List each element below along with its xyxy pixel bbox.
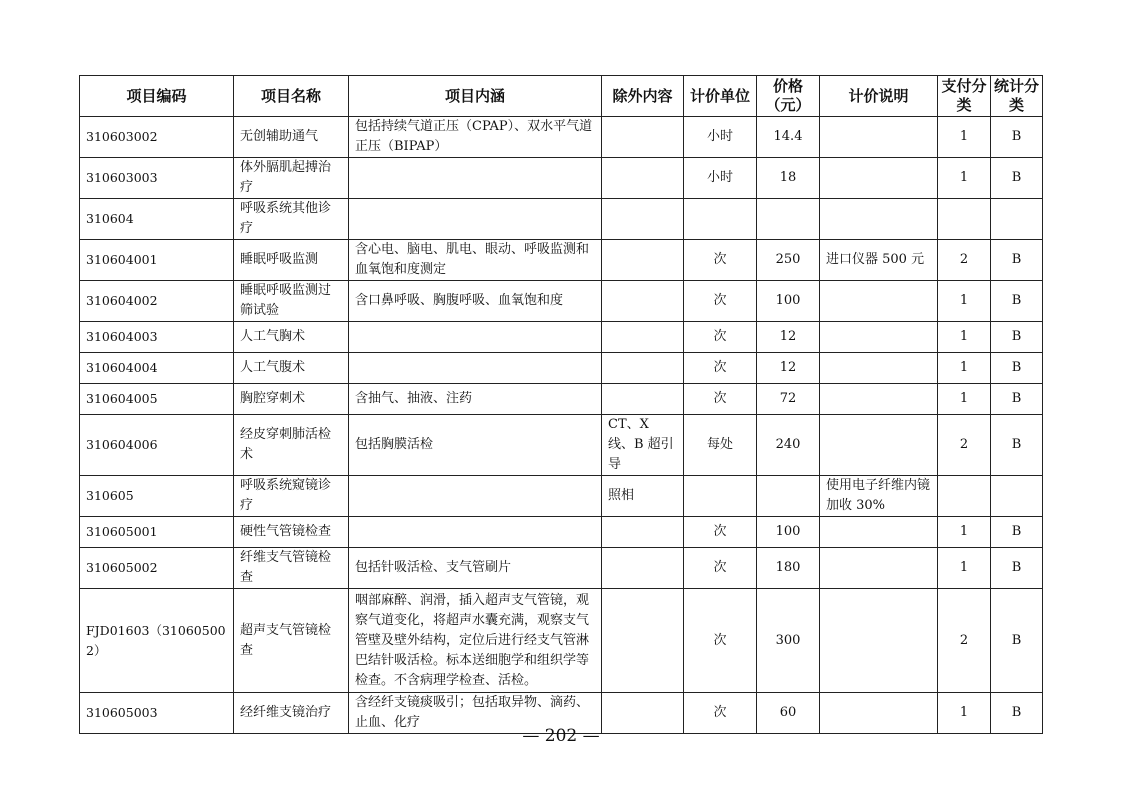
page-number: — 202 — xyxy=(522,726,600,746)
cell-note: 使用电子纤维内镜加收 30% xyxy=(820,476,938,517)
cell-excluded xyxy=(602,117,684,158)
table-row xyxy=(80,117,1043,158)
cell-name: 经纤维支镜治疗 xyxy=(234,693,349,734)
cell-name: 睡眠呼吸监测 xyxy=(234,240,349,281)
header-name: 项目名称 xyxy=(234,76,349,117)
header-unit: 计价单位 xyxy=(684,76,757,117)
cell-content xyxy=(349,517,602,548)
cell-unit: 次 xyxy=(684,240,757,281)
header-payment: 支付分类 xyxy=(938,76,991,117)
cell-price: 72 xyxy=(757,384,820,415)
cell-name: 纤维支气管镜检查 xyxy=(234,548,349,589)
cell-stat xyxy=(991,199,1043,240)
cell-name: 呼吸系统其他诊疗 xyxy=(234,199,349,240)
cell-unit: 次 xyxy=(684,281,757,322)
cell-payment: 1 xyxy=(938,322,991,353)
cell-payment: 1 xyxy=(938,158,991,199)
cell-excluded xyxy=(602,240,684,281)
cell-stat: B xyxy=(991,415,1043,476)
cell-content xyxy=(349,353,602,384)
cell-price: 100 xyxy=(757,281,820,322)
cell-content xyxy=(349,199,602,240)
cell-note xyxy=(820,199,938,240)
cell-note xyxy=(820,548,938,589)
table-row xyxy=(80,240,1043,281)
cell-payment: 1 xyxy=(938,693,991,734)
cell-payment: 1 xyxy=(938,281,991,322)
table-row xyxy=(80,353,1043,384)
header-excluded: 除外内容 xyxy=(602,76,684,117)
cell-name: 呼吸系统窥镜诊疗 xyxy=(234,476,349,517)
cell-price: 12 xyxy=(757,353,820,384)
cell-note xyxy=(820,158,938,199)
cell-payment: 2 xyxy=(938,589,991,693)
cell-payment: 1 xyxy=(938,548,991,589)
header-content: 项目内涵 xyxy=(349,76,602,117)
cell-excluded xyxy=(602,281,684,322)
cell-stat: B xyxy=(991,240,1043,281)
price-table xyxy=(79,75,1043,734)
cell-content: 咽部麻醉、润滑，插入超声支气管镜，观察气道变化，将超声水囊充满，观察支气管壁及壁外结构，定位后进行经支气管淋巴结针吸活检。标本送细胞学和组织学等检查。不含病理学检查、活检。 xyxy=(349,589,602,693)
cell-excluded: 照相 xyxy=(602,476,684,517)
cell-name: 硬性气管镜检查 xyxy=(234,517,349,548)
cell-payment: 1 xyxy=(938,117,991,158)
cell-payment: 1 xyxy=(938,384,991,415)
cell-code: 310605002 xyxy=(80,548,234,589)
cell-price: 300 xyxy=(757,589,820,693)
cell-name: 无创辅助通气 xyxy=(234,117,349,158)
cell-stat: B xyxy=(991,384,1043,415)
cell-code: 310604005 xyxy=(80,384,234,415)
cell-excluded xyxy=(602,548,684,589)
cell-code: 310604002 xyxy=(80,281,234,322)
cell-excluded xyxy=(602,322,684,353)
cell-unit: 次 xyxy=(684,548,757,589)
cell-stat: B xyxy=(991,693,1043,734)
table-row xyxy=(80,589,1043,693)
cell-note: 进口仪器 500 元 xyxy=(820,240,938,281)
cell-excluded xyxy=(602,517,684,548)
cell-content: 含经纤支镜痰吸引；包括取异物、滴药、止血、化疗 xyxy=(349,693,602,734)
cell-unit: 次 xyxy=(684,589,757,693)
cell-unit: 小时 xyxy=(684,158,757,199)
cell-stat: B xyxy=(991,353,1043,384)
cell-note xyxy=(820,322,938,353)
cell-payment: 2 xyxy=(938,415,991,476)
cell-content xyxy=(349,322,602,353)
header-code: 项目编码 xyxy=(80,76,234,117)
cell-excluded xyxy=(602,384,684,415)
cell-name: 人工气腹术 xyxy=(234,353,349,384)
cell-code: 310603003 xyxy=(80,158,234,199)
cell-excluded: CT、X 线、B 超引导 xyxy=(602,415,684,476)
cell-name: 超声支气管镜检查 xyxy=(234,589,349,693)
cell-price: 250 xyxy=(757,240,820,281)
cell-code: 310604004 xyxy=(80,353,234,384)
cell-content: 包括针吸活检、支气管刷片 xyxy=(349,548,602,589)
cell-excluded xyxy=(602,353,684,384)
cell-price xyxy=(757,476,820,517)
cell-code: 310604 xyxy=(80,199,234,240)
cell-excluded xyxy=(602,199,684,240)
cell-payment xyxy=(938,476,991,517)
table-body xyxy=(80,117,1043,734)
header-note: 计价说明 xyxy=(820,76,938,117)
cell-name: 胸腔穿刺术 xyxy=(234,384,349,415)
cell-stat: B xyxy=(991,281,1043,322)
cell-stat: B xyxy=(991,117,1043,158)
cell-content: 包括胸膜活检 xyxy=(349,415,602,476)
cell-stat: B xyxy=(991,158,1043,199)
cell-stat xyxy=(991,476,1043,517)
cell-name: 睡眠呼吸监测过筛试验 xyxy=(234,281,349,322)
cell-price: 100 xyxy=(757,517,820,548)
cell-price: 18 xyxy=(757,158,820,199)
cell-price: 12 xyxy=(757,322,820,353)
header-price: 价格（元） xyxy=(757,76,820,117)
cell-payment xyxy=(938,199,991,240)
cell-note xyxy=(820,517,938,548)
cell-content: 包括持续气道正压（CPAP）、双水平气道正压（BIPAP） xyxy=(349,117,602,158)
cell-code: 310604003 xyxy=(80,322,234,353)
table-row xyxy=(80,281,1043,322)
cell-stat: B xyxy=(991,589,1043,693)
header-stat: 统计分类 xyxy=(991,76,1043,117)
cell-stat: B xyxy=(991,322,1043,353)
cell-note xyxy=(820,353,938,384)
cell-unit xyxy=(684,476,757,517)
cell-unit: 次 xyxy=(684,693,757,734)
cell-content xyxy=(349,476,602,517)
table-row xyxy=(80,415,1043,476)
cell-note xyxy=(820,415,938,476)
cell-code: 310604006 xyxy=(80,415,234,476)
cell-content: 含口鼻呼吸、胸腹呼吸、血氧饱和度 xyxy=(349,281,602,322)
cell-price xyxy=(757,199,820,240)
cell-price: 60 xyxy=(757,693,820,734)
table-row xyxy=(80,517,1043,548)
cell-note xyxy=(820,281,938,322)
cell-code: 310604001 xyxy=(80,240,234,281)
cell-unit: 每处 xyxy=(684,415,757,476)
cell-excluded xyxy=(602,158,684,199)
cell-content xyxy=(349,158,602,199)
table-header-row xyxy=(80,76,1043,117)
cell-unit: 次 xyxy=(684,517,757,548)
cell-payment: 2 xyxy=(938,240,991,281)
cell-note xyxy=(820,384,938,415)
cell-unit: 小时 xyxy=(684,117,757,158)
cell-unit: 次 xyxy=(684,322,757,353)
cell-content: 含心电、脑电、肌电、眼动、呼吸监测和血氧饱和度测定 xyxy=(349,240,602,281)
cell-content: 含抽气、抽液、注药 xyxy=(349,384,602,415)
cell-name: 人工气胸术 xyxy=(234,322,349,353)
table-row xyxy=(80,158,1043,199)
cell-excluded xyxy=(602,589,684,693)
cell-price: 240 xyxy=(757,415,820,476)
table-row xyxy=(80,384,1043,415)
cell-price: 14.4 xyxy=(757,117,820,158)
cell-unit: 次 xyxy=(684,353,757,384)
table-row xyxy=(80,476,1043,517)
cell-code: 310605001 xyxy=(80,517,234,548)
table-row xyxy=(80,199,1043,240)
cell-name: 经皮穿刺肺活检术 xyxy=(234,415,349,476)
cell-code: 310603002 xyxy=(80,117,234,158)
cell-name: 体外膈肌起搏治疗 xyxy=(234,158,349,199)
table-row xyxy=(80,548,1043,589)
cell-unit: 次 xyxy=(684,384,757,415)
table-row xyxy=(80,322,1043,353)
cell-stat: B xyxy=(991,548,1043,589)
cell-note xyxy=(820,589,938,693)
cell-price: 180 xyxy=(757,548,820,589)
cell-payment: 1 xyxy=(938,353,991,384)
cell-payment: 1 xyxy=(938,517,991,548)
cell-unit xyxy=(684,199,757,240)
cell-stat: B xyxy=(991,517,1043,548)
cell-note xyxy=(820,117,938,158)
cell-code: 310605 xyxy=(80,476,234,517)
cell-code: 310605003 xyxy=(80,693,234,734)
cell-code: FJD01603（310605002） xyxy=(80,589,234,693)
